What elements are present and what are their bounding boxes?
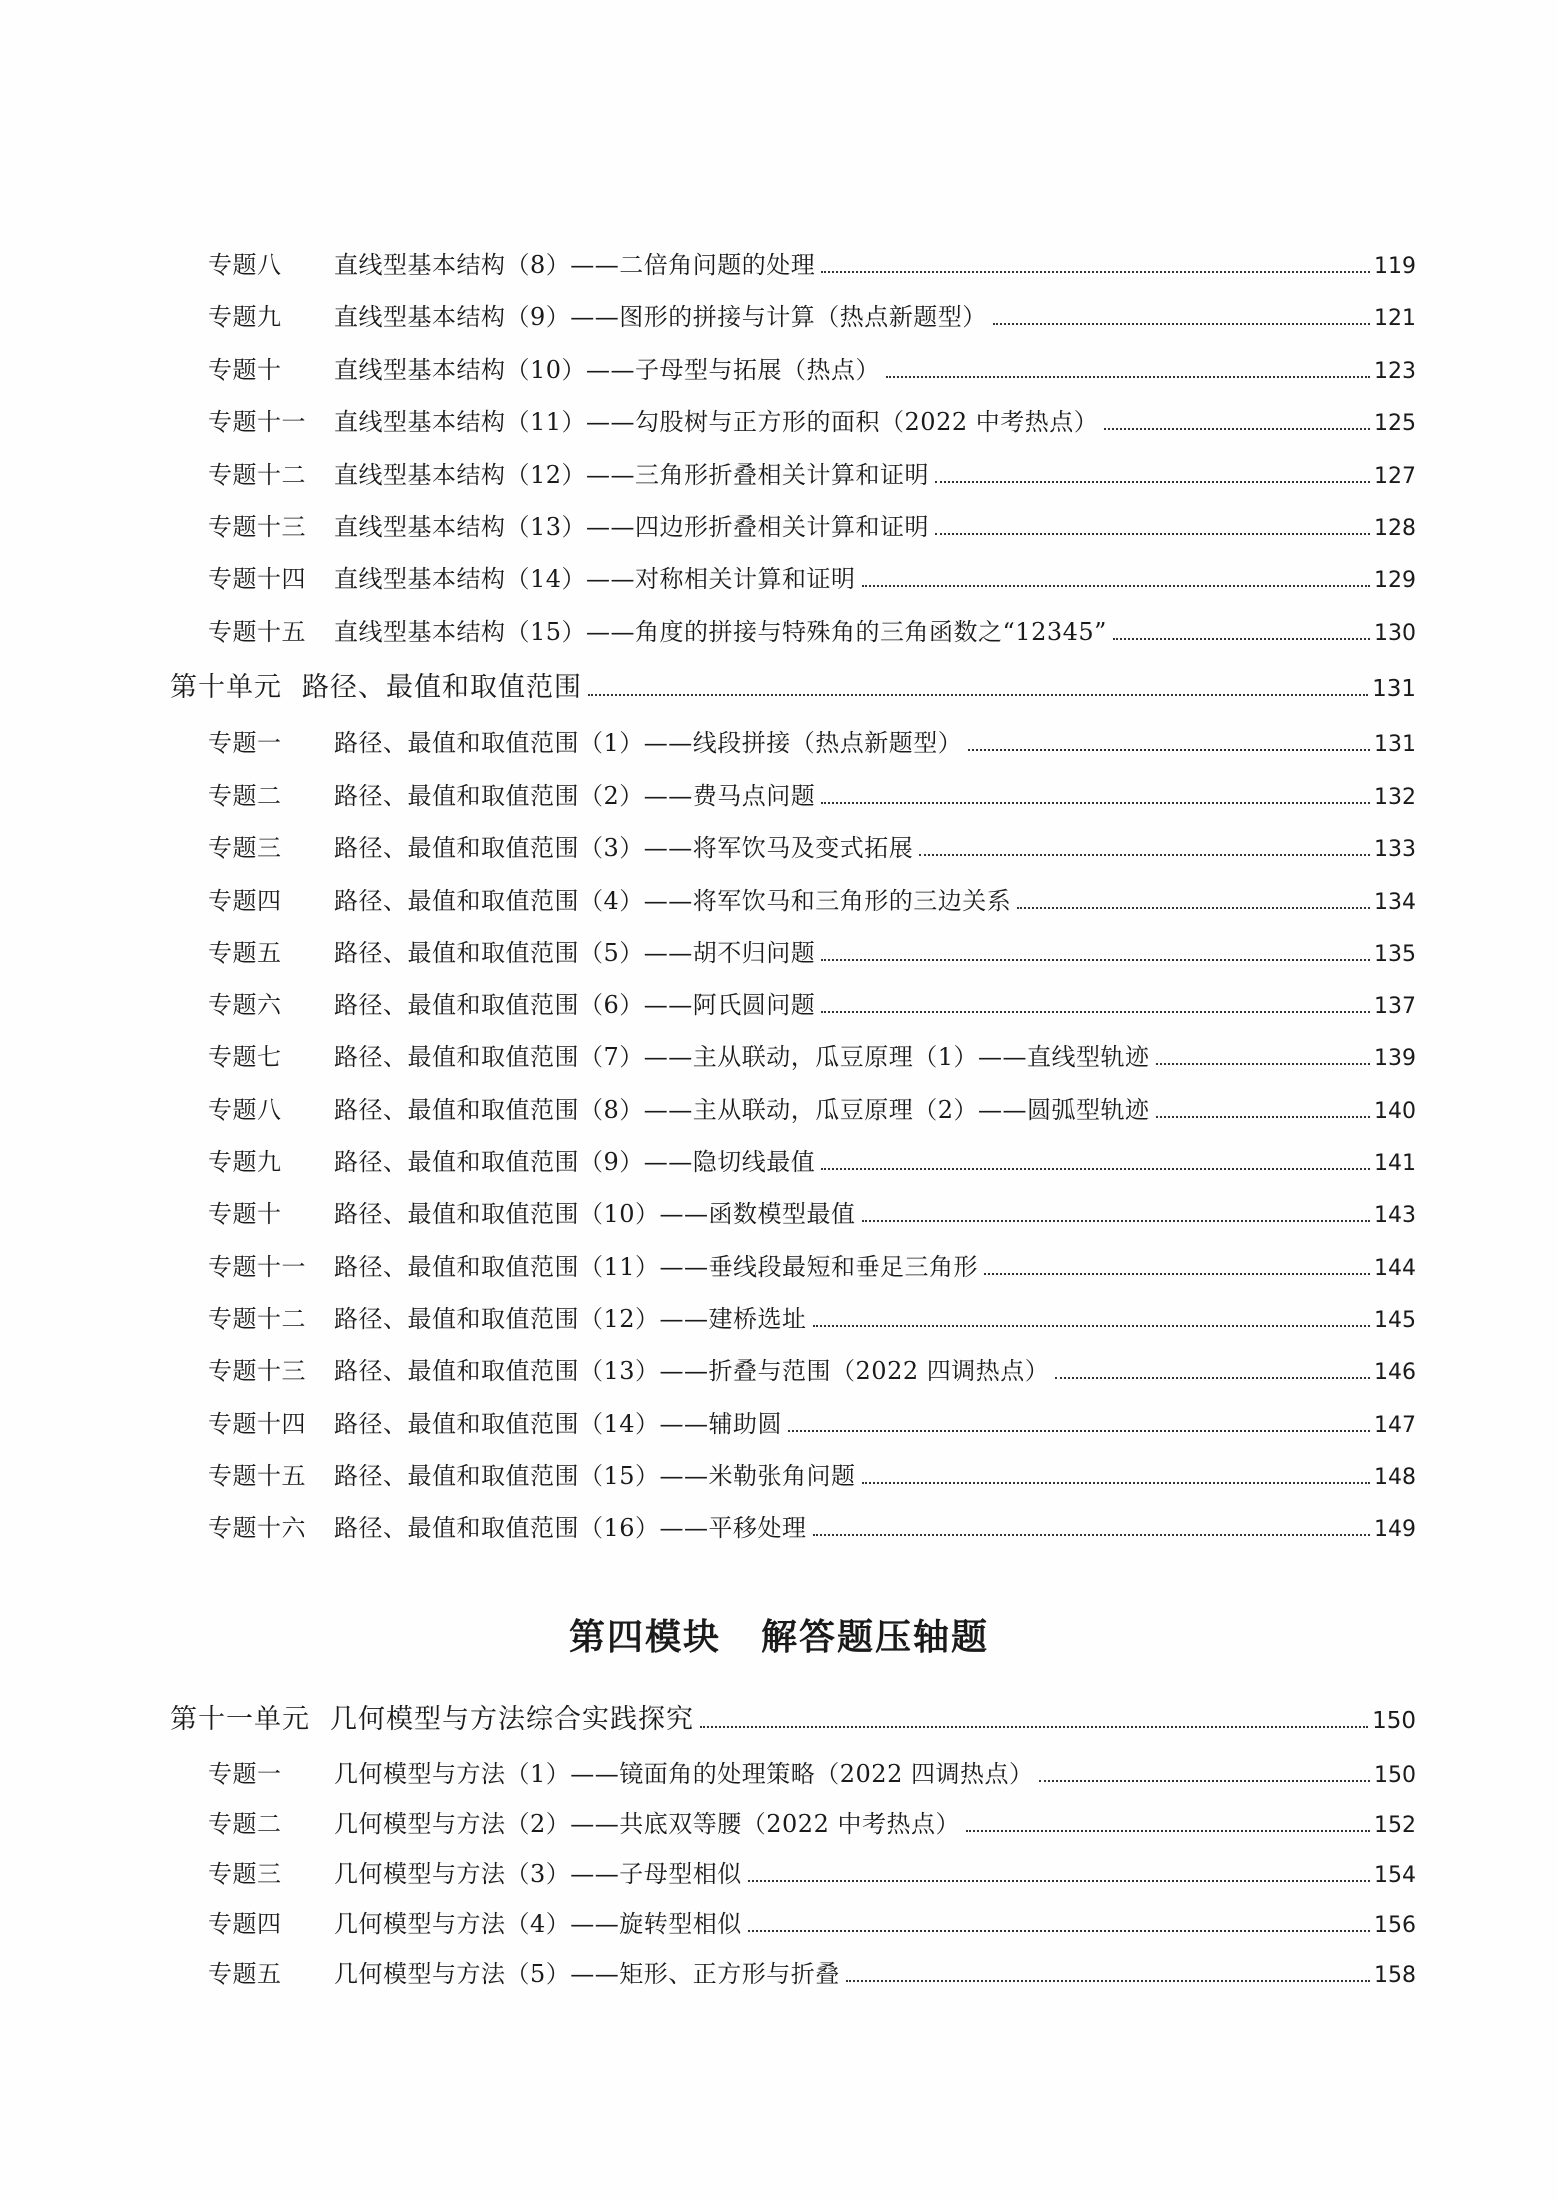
topic-label: 专题十三 bbox=[208, 1357, 306, 1385]
topic-title: 路径、最值和取值范围（1）——线段拼接（热点新题型） bbox=[334, 729, 963, 757]
page-number: 137 bbox=[1374, 994, 1416, 1019]
toc-entry[interactable] bbox=[208, 1404, 1416, 1444]
unit-label: 第十一单元 bbox=[170, 1704, 310, 1735]
topic-label: 专题十二 bbox=[208, 461, 306, 489]
page-number: 121 bbox=[1374, 306, 1416, 331]
topic-label: 专题九 bbox=[208, 303, 282, 331]
topic-title: 路径、最值和取值范围（14）——辅助圆 bbox=[334, 1410, 783, 1438]
topic-title: 路径、最值和取值范围（15）——米勒张角问题 bbox=[334, 1462, 856, 1490]
topic-label: 专题十二 bbox=[208, 1305, 306, 1333]
topic-label: 专题二 bbox=[208, 1810, 282, 1838]
leader-dots bbox=[1017, 907, 1370, 909]
page-number: 146 bbox=[1374, 1360, 1416, 1385]
toc-entry[interactable] bbox=[208, 933, 1416, 973]
page-number: 135 bbox=[1374, 942, 1416, 967]
unit-heading[interactable] bbox=[170, 1700, 1416, 1740]
topic-title: 路径、最值和取值范围（6）——阿氏圆问题 bbox=[334, 991, 816, 1019]
topic-title: 路径、最值和取值范围（7）——主从联动，瓜豆原理（1）——直线型轨迹 bbox=[334, 1043, 1150, 1071]
page-number: 145 bbox=[1374, 1308, 1416, 1333]
topic-label: 专题三 bbox=[208, 834, 282, 862]
page-number: 130 bbox=[1374, 621, 1416, 646]
topic-label: 专题八 bbox=[208, 251, 282, 279]
topic-title: 几何模型与方法（3）——子母型相似 bbox=[334, 1860, 742, 1888]
topic-title: 路径、最值和取值范围（3）——将军饮马及变式拓展 bbox=[334, 834, 914, 862]
page-number: 144 bbox=[1374, 1256, 1416, 1281]
toc-entry[interactable] bbox=[208, 1351, 1416, 1391]
topic-label: 专题八 bbox=[208, 1096, 282, 1124]
topic-title: 几何模型与方法（2）——共底双等腰（2022 中考热点） bbox=[334, 1810, 960, 1838]
topic-label: 专题一 bbox=[208, 1760, 282, 1788]
topic-title: 直线型基本结构（10）——子母型与拓展（热点） bbox=[334, 356, 881, 384]
leader-dots bbox=[821, 1011, 1370, 1013]
page-number: 139 bbox=[1374, 1046, 1416, 1071]
page-number: 134 bbox=[1374, 890, 1416, 915]
topic-title: 路径、最值和取值范围（2）——费马点问题 bbox=[334, 782, 816, 810]
topic-title: 直线型基本结构（12）——三角形折叠相关计算和证明 bbox=[334, 461, 930, 489]
leader-dots bbox=[1156, 1063, 1370, 1065]
toc-entry[interactable] bbox=[208, 507, 1416, 547]
leader-dots bbox=[813, 1534, 1370, 1536]
toc-entry[interactable] bbox=[208, 881, 1416, 921]
toc-entry[interactable] bbox=[208, 245, 1416, 285]
topic-title: 路径、最值和取值范围（8）——主从联动，瓜豆原理（2）——圆弧型轨迹 bbox=[334, 1096, 1150, 1124]
leader-dots bbox=[862, 1482, 1370, 1484]
page-number: 119 bbox=[1374, 254, 1416, 279]
unit-title: 几何模型与方法综合实践探究 bbox=[330, 1704, 694, 1735]
toc-entry[interactable] bbox=[208, 1037, 1416, 1077]
page-number: 150 bbox=[1372, 1708, 1416, 1734]
topic-label: 专题四 bbox=[208, 887, 282, 915]
toc-entry[interactable] bbox=[208, 776, 1416, 816]
toc-entry[interactable] bbox=[208, 1508, 1416, 1548]
topic-label: 专题三 bbox=[208, 1860, 282, 1888]
page-number: 131 bbox=[1372, 676, 1416, 702]
leader-dots bbox=[788, 1430, 1370, 1432]
leader-dots bbox=[862, 1220, 1370, 1222]
leader-dots bbox=[993, 323, 1370, 325]
topic-label: 专题十六 bbox=[208, 1514, 306, 1542]
topic-title: 直线型基本结构（14）——对称相关计算和证明 bbox=[334, 565, 856, 593]
topic-label: 专题十五 bbox=[208, 1462, 306, 1490]
unit-title: 路径、最值和取值范围 bbox=[302, 672, 582, 703]
topic-label: 专题十五 bbox=[208, 618, 306, 646]
topic-title: 直线型基本结构（15）——角度的拼接与特殊角的三角函数之“12345” bbox=[334, 618, 1107, 646]
topic-title: 路径、最值和取值范围（12）——建桥选址 bbox=[334, 1305, 807, 1333]
leader-dots bbox=[821, 271, 1370, 273]
topic-label: 专题九 bbox=[208, 1148, 282, 1176]
topic-title: 路径、最值和取值范围（13）——折叠与范围（2022 四调热点） bbox=[334, 1357, 1050, 1385]
leader-dots bbox=[966, 1830, 1370, 1832]
toc-entry[interactable] bbox=[208, 1247, 1416, 1287]
topic-label: 专题六 bbox=[208, 991, 282, 1019]
page-number: 156 bbox=[1374, 1913, 1416, 1938]
leader-dots bbox=[821, 959, 1370, 961]
topic-title: 路径、最值和取值范围（11）——垂线段最短和垂足三角形 bbox=[334, 1253, 979, 1281]
toc-entry[interactable] bbox=[208, 559, 1416, 599]
topic-title: 直线型基本结构（11）——勾股树与正方形的面积（2022 中考热点） bbox=[334, 408, 1099, 436]
page-number: 140 bbox=[1374, 1099, 1416, 1124]
toc-entry[interactable] bbox=[208, 1754, 1416, 1794]
topic-label: 专题十 bbox=[208, 1200, 282, 1228]
page-number: 148 bbox=[1374, 1465, 1416, 1490]
leader-dots bbox=[748, 1880, 1370, 1882]
topic-label: 专题五 bbox=[208, 939, 282, 967]
unit-label: 第十单元 bbox=[170, 672, 282, 703]
toc-entry[interactable] bbox=[208, 612, 1416, 652]
leader-dots bbox=[935, 533, 1370, 535]
topic-title: 几何模型与方法（4）——旋转型相似 bbox=[334, 1910, 742, 1938]
toc-entry[interactable] bbox=[208, 723, 1416, 763]
toc-entry[interactable] bbox=[208, 1142, 1416, 1182]
topic-label: 专题十 bbox=[208, 356, 282, 384]
page-number: 127 bbox=[1374, 464, 1416, 489]
leader-dots bbox=[984, 1273, 1370, 1275]
page-number: 129 bbox=[1374, 568, 1416, 593]
leader-dots bbox=[813, 1325, 1370, 1327]
topic-label: 专题五 bbox=[208, 1960, 282, 1988]
page-number: 123 bbox=[1374, 359, 1416, 384]
module-title: 解答题压轴题 bbox=[761, 1616, 990, 1658]
topic-label: 专题四 bbox=[208, 1910, 282, 1938]
toc-entry[interactable] bbox=[208, 1194, 1416, 1234]
page-number: 158 bbox=[1374, 1963, 1416, 1988]
topic-title: 路径、最值和取值范围（9）——隐切线最值 bbox=[334, 1148, 816, 1176]
module-heading bbox=[0, 1612, 1558, 1662]
page-number: 147 bbox=[1374, 1413, 1416, 1438]
toc-entry[interactable] bbox=[208, 297, 1416, 337]
topic-label: 专题十一 bbox=[208, 1253, 306, 1281]
module-name: 第四模块 bbox=[568, 1616, 721, 1658]
toc-entry[interactable] bbox=[208, 1904, 1416, 1944]
leader-dots bbox=[821, 802, 1370, 804]
topic-title: 路径、最值和取值范围（5）——胡不归问题 bbox=[334, 939, 816, 967]
page-number: 152 bbox=[1374, 1813, 1416, 1838]
leader-dots bbox=[700, 1726, 1368, 1728]
toc-entry[interactable] bbox=[208, 1090, 1416, 1130]
topic-title: 几何模型与方法（1）——镜面角的处理策略（2022 四调热点） bbox=[334, 1760, 1034, 1788]
leader-dots bbox=[886, 376, 1370, 378]
toc-entry[interactable] bbox=[208, 455, 1416, 495]
leader-dots bbox=[919, 854, 1370, 856]
topic-title: 路径、最值和取值范围（4）——将军饮马和三角形的三边关系 bbox=[334, 887, 1012, 915]
topic-label: 专题七 bbox=[208, 1043, 282, 1071]
topic-title: 直线型基本结构（8）——二倍角问题的处理 bbox=[334, 251, 816, 279]
unit-heading[interactable] bbox=[170, 668, 1416, 708]
topic-title: 几何模型与方法（5）——矩形、正方形与折叠 bbox=[334, 1960, 840, 1988]
topic-label: 专题十一 bbox=[208, 408, 306, 436]
toc-entry[interactable] bbox=[208, 402, 1416, 442]
page-number: 132 bbox=[1374, 785, 1416, 810]
leader-dots bbox=[1039, 1780, 1370, 1782]
toc-entry[interactable] bbox=[208, 350, 1416, 390]
leader-dots bbox=[1055, 1377, 1370, 1379]
page-number: 141 bbox=[1374, 1151, 1416, 1176]
page-number: 150 bbox=[1374, 1763, 1416, 1788]
page-number: 128 bbox=[1374, 516, 1416, 541]
leader-dots bbox=[968, 749, 1370, 751]
leader-dots bbox=[821, 1168, 1370, 1170]
topic-title: 直线型基本结构（13）——四边形折叠相关计算和证明 bbox=[334, 513, 930, 541]
toc-entry[interactable] bbox=[208, 828, 1416, 868]
page-number: 133 bbox=[1374, 837, 1416, 862]
topic-title: 路径、最值和取值范围（16）——平移处理 bbox=[334, 1514, 807, 1542]
leader-dots bbox=[748, 1930, 1370, 1932]
page-number: 125 bbox=[1374, 411, 1416, 436]
toc-entry[interactable] bbox=[208, 1854, 1416, 1894]
leader-dots bbox=[1104, 428, 1370, 430]
topic-title: 路径、最值和取值范围（10）——函数模型最值 bbox=[334, 1200, 856, 1228]
toc-entry[interactable] bbox=[208, 985, 1416, 1025]
topic-label: 专题二 bbox=[208, 782, 282, 810]
page-number: 131 bbox=[1374, 732, 1416, 757]
leader-dots bbox=[1156, 1116, 1370, 1118]
leader-dots bbox=[862, 585, 1370, 587]
page-number: 143 bbox=[1374, 1203, 1416, 1228]
topic-label: 专题十四 bbox=[208, 565, 306, 593]
page-number: 149 bbox=[1374, 1517, 1416, 1542]
leader-dots bbox=[846, 1980, 1370, 1982]
toc-entry[interactable] bbox=[208, 1299, 1416, 1339]
topic-label: 专题十四 bbox=[208, 1410, 306, 1438]
topic-label: 专题十三 bbox=[208, 513, 306, 541]
leader-dots bbox=[1113, 638, 1370, 640]
topic-title: 直线型基本结构（9）——图形的拼接与计算（热点新题型） bbox=[334, 303, 987, 331]
page-number: 154 bbox=[1374, 1863, 1416, 1888]
topic-label: 专题一 bbox=[208, 729, 282, 757]
leader-dots bbox=[935, 481, 1370, 483]
leader-dots bbox=[588, 694, 1368, 696]
toc-entry[interactable] bbox=[208, 1804, 1416, 1844]
toc-entry[interactable] bbox=[208, 1456, 1416, 1496]
toc-entry[interactable] bbox=[208, 1954, 1416, 1994]
